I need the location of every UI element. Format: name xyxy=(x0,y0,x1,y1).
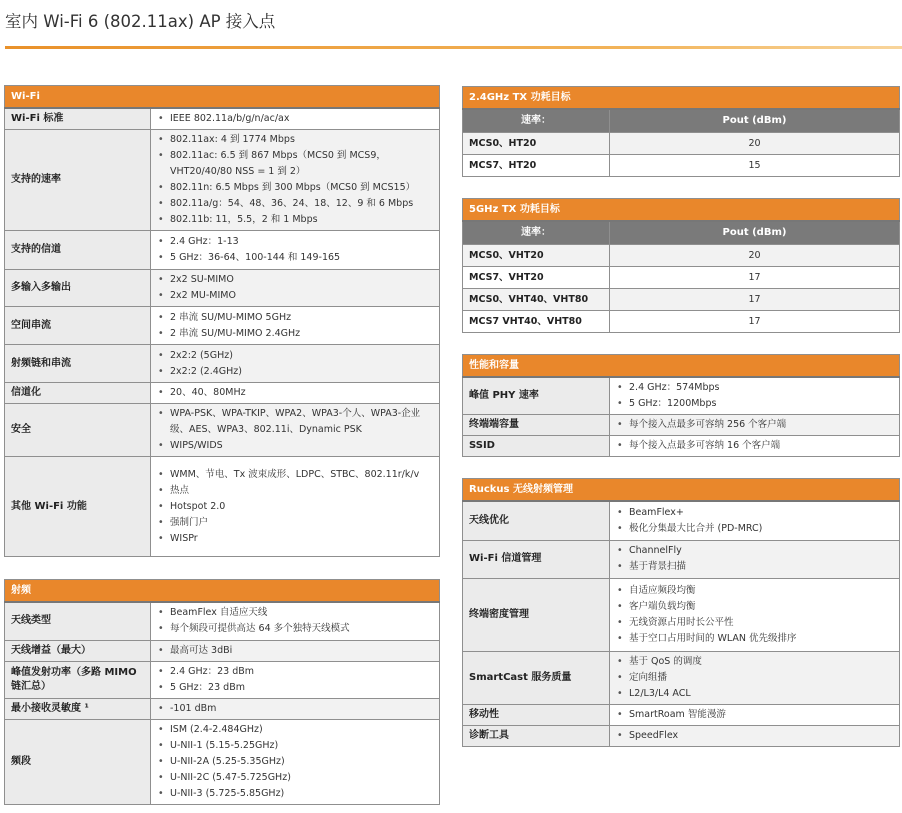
spec-label: 空间串流 xyxy=(5,307,151,345)
tx24-rows xyxy=(463,133,900,177)
rate-cell: MCS0、HT20 xyxy=(463,133,610,155)
spec-bullet-item: • WMM、节电、Tx 波束成形、LDPC、STBC、802.11r/k/v xyxy=(157,467,433,483)
rf-spec-rows xyxy=(5,602,440,804)
right-ruckus-row xyxy=(463,578,900,651)
spec-bullet-item: • SmartRoam 智能漫游 xyxy=(616,707,893,723)
spec-bullet-item: • 每个频段可提供高达 64 多个独特天线模式 xyxy=(157,621,433,637)
left-rf-row xyxy=(5,640,440,661)
spec-bullet-item: • U-NII-3 (5.725-5.85GHz) xyxy=(157,786,433,802)
spec-bullet-item: • 802.11a/g：54、48、36、24、18、12、9 和 6 Mbps xyxy=(157,196,433,212)
tx5-rows xyxy=(463,245,900,333)
spec-bullet-item: • 热点 xyxy=(157,483,433,499)
spec-label: 支持的信道 xyxy=(5,231,151,270)
right-ruckus-row xyxy=(463,540,900,578)
left-column xyxy=(4,85,440,805)
pout-cell: 17 xyxy=(610,289,900,311)
tx5-section-header: 5GHz TX 功耗目标 xyxy=(463,199,900,222)
spec-bullet-item: • 802.11b: 11，5.5，2 和 1 Mbps xyxy=(157,212,433,228)
spec-bullet-list xyxy=(616,581,893,649)
left-wifi-row xyxy=(5,130,440,231)
spec-bullet-list xyxy=(157,270,433,306)
spec-label: 诊断工具 xyxy=(463,725,610,746)
left-wifi-row xyxy=(5,383,440,404)
spec-label: 最小接收灵敏度 ¹ xyxy=(5,698,151,719)
tx24-rate-column-header: 速率： xyxy=(463,109,610,133)
rate-cell: MCS0、VHT20 xyxy=(463,245,610,267)
spec-label: 其他 Wi-Fi 功能 xyxy=(5,457,151,557)
tx-power-row xyxy=(463,267,900,289)
tx5-pout-column-header: Pout (dBm) xyxy=(610,221,900,245)
spec-bullet-item: • 自适应频段均衡 xyxy=(616,583,893,599)
spec-bullet-list xyxy=(616,415,893,435)
spec-label: 终端密度管理 xyxy=(463,578,610,651)
spec-bullet-item: • 基于 QoS 的调度 xyxy=(616,654,893,670)
spec-bullet-item: • L2/L3/L4 ACL xyxy=(616,686,893,702)
spec-bullet-item: • 802.11ax: 4 到 1774 Mbps xyxy=(157,132,433,148)
page-title: 室内 Wi-Fi 6 (802.11ax) AP 接入点 xyxy=(5,12,276,31)
spec-bullet-item: • 2x2 SU-MIMO xyxy=(157,272,433,288)
spec-label: Wi-Fi 标准 xyxy=(5,108,151,130)
spec-value xyxy=(610,704,900,725)
spec-bullet-list xyxy=(616,436,893,456)
rf-section-header: 射频 xyxy=(5,580,440,603)
spec-bullet-item: • 5 GHz：1200Mbps xyxy=(616,396,893,412)
spec-value xyxy=(610,377,900,415)
spec-bullet-list xyxy=(157,720,433,804)
wifi-spec-rows xyxy=(5,108,440,557)
spec-value xyxy=(151,602,440,640)
spec-bullet-item: • 2x2:2 (2.4GHz) xyxy=(157,364,433,380)
spec-bullet-item: • BeamFlex+ xyxy=(616,505,893,521)
left-wifi-row xyxy=(5,108,440,130)
spec-bullet-item: • 每个接入点最多可容纳 16 个客户端 xyxy=(616,438,893,454)
spec-value xyxy=(151,698,440,719)
spec-value xyxy=(151,404,440,457)
spec-bullet-item: • 2 串流 SU/MU-MIMO 5GHz xyxy=(157,310,433,326)
spec-bullet-list xyxy=(157,383,433,403)
spec-value xyxy=(151,307,440,345)
pout-cell: 20 xyxy=(610,245,900,267)
spec-bullet-list xyxy=(616,378,893,414)
spec-bullet-list xyxy=(157,465,433,549)
spec-bullet-item: • 5 GHz：36-64、100-144 和 149-165 xyxy=(157,250,433,266)
left-wifi-row xyxy=(5,307,440,345)
spec-bullet-list xyxy=(616,541,893,577)
left-wifi-row xyxy=(5,270,440,307)
spec-bullet-list xyxy=(157,404,433,456)
tx24-pout-column-header: Pout (dBm) xyxy=(610,109,900,133)
spec-bullet-list xyxy=(157,662,433,698)
spec-label: 频段 xyxy=(5,719,151,804)
right-column xyxy=(462,86,900,747)
left-wifi-row xyxy=(5,231,440,270)
spec-value xyxy=(151,345,440,383)
right-ruckus-row xyxy=(463,704,900,725)
tx-power-row xyxy=(463,155,900,177)
left-rf-row xyxy=(5,698,440,719)
tx5-table xyxy=(462,198,900,333)
spec-bullet-list xyxy=(616,503,893,539)
spec-label: 移动性 xyxy=(463,704,610,725)
spec-bullet-item: • 无线资源占用时长公平性 xyxy=(616,615,893,631)
pout-cell: 17 xyxy=(610,267,900,289)
spec-value xyxy=(151,130,440,231)
spec-bullet-item: • SpeedFlex xyxy=(616,728,893,744)
spec-bullet-item: • U-NII-2C (5.47-5.725GHz) xyxy=(157,770,433,786)
spec-value xyxy=(151,383,440,404)
performance-table xyxy=(462,354,900,457)
ruckus-rows xyxy=(463,501,900,746)
spec-value xyxy=(610,725,900,746)
spec-bullet-item: • 客户端负载均衡 xyxy=(616,599,893,615)
spec-bullet-item: • U-NII-1 (5.15-5.25GHz) xyxy=(157,738,433,754)
spec-bullet-list xyxy=(157,641,433,661)
ruckus-section-header: Ruckus 无线射频管理 xyxy=(463,479,900,502)
left-wifi-row xyxy=(5,404,440,457)
spec-value xyxy=(151,640,440,661)
spec-bullet-list xyxy=(616,652,893,704)
rate-cell: MCS0、VHT40、VHT80 xyxy=(463,289,610,311)
spec-bullet-item: • 2x2 MU-MIMO xyxy=(157,288,433,304)
spec-value xyxy=(610,578,900,651)
spec-value xyxy=(610,651,900,704)
spec-bullet-item: • 802.11n: 6.5 Mbps 到 300 Mbps（MCS0 到 MCS15） xyxy=(157,180,433,196)
spec-bullet-item: • 基于空口占用时间的 WLAN 优先级排序 xyxy=(616,631,893,647)
spec-bullet-item: • 基于背景扫描 xyxy=(616,559,893,575)
right-ruckus-row xyxy=(463,501,900,540)
spec-label: 信道化 xyxy=(5,383,151,404)
spec-bullet-list xyxy=(157,130,433,230)
spec-bullet-item: • 2 串流 SU/MU-MIMO 2.4GHz xyxy=(157,326,433,342)
spec-value xyxy=(151,719,440,804)
spec-label: 终端端容量 xyxy=(463,415,610,436)
spec-bullet-item: • 强制门户 xyxy=(157,515,433,531)
spec-bullet-item: • 2.4 GHz：1-13 xyxy=(157,234,433,250)
spec-bullet-list xyxy=(157,346,433,382)
tx5-rate-column-header: 速率： xyxy=(463,221,610,245)
spec-label: SmartCast 服务质量 xyxy=(463,651,610,704)
title-divider xyxy=(5,46,902,49)
spec-label: 天线优化 xyxy=(463,501,610,540)
spec-value xyxy=(610,436,900,457)
spec-label: SSID xyxy=(463,436,610,457)
spec-bullet-item: • 每个接入点最多可容纳 256 个客户端 xyxy=(616,417,893,433)
spec-bullet-item: • 20、40、80MHz xyxy=(157,385,433,401)
wifi-spec-table xyxy=(4,85,440,557)
spec-label: 支持的速率 xyxy=(5,130,151,231)
rate-cell: MCS7、HT20 xyxy=(463,155,610,177)
performance-section-header: 性能和容量 xyxy=(463,355,900,378)
spec-bullet-list xyxy=(157,308,433,344)
right-perf-row xyxy=(463,436,900,457)
pout-cell: 17 xyxy=(610,311,900,333)
spec-label: 多输入多输出 xyxy=(5,270,151,307)
spec-value xyxy=(151,457,440,557)
spec-label: Wi-Fi 信道管理 xyxy=(463,540,610,578)
spec-bullet-item: • 2.4 GHz：574Mbps xyxy=(616,380,893,396)
left-wifi-row xyxy=(5,345,440,383)
tx24-table xyxy=(462,86,900,177)
tx-power-row xyxy=(463,311,900,333)
rate-cell: MCS7 VHT40、VHT80 xyxy=(463,311,610,333)
spec-bullet-item: • BeamFlex 自适应天线 xyxy=(157,605,433,621)
tx-power-row xyxy=(463,133,900,155)
spec-bullet-item: • 5 GHz：23 dBm xyxy=(157,680,433,696)
pout-cell: 20 xyxy=(610,133,900,155)
spec-bullet-item: • 最高可达 3dBi xyxy=(157,643,433,659)
spec-bullet-item: • 802.11ac: 6.5 到 867 Mbps（MCS0 到 MCS9，VHT20/40/80 NSS = 1 到 2） xyxy=(157,148,433,180)
spec-bullet-item: • WIPS/WIDS xyxy=(157,438,433,454)
tx24-section-header: 2.4GHz TX 功耗目标 xyxy=(463,87,900,110)
left-rf-row xyxy=(5,719,440,804)
spec-value xyxy=(610,501,900,540)
spec-value xyxy=(151,108,440,130)
spec-value xyxy=(610,540,900,578)
spec-value xyxy=(151,231,440,270)
left-rf-row xyxy=(5,602,440,640)
left-rf-row xyxy=(5,661,440,698)
right-ruckus-row xyxy=(463,725,900,746)
left-wifi-row xyxy=(5,457,440,557)
right-perf-row xyxy=(463,415,900,436)
spec-label: 射频链和串流 xyxy=(5,345,151,383)
spec-bullet-list xyxy=(616,705,893,725)
spec-bullet-item: • WISPr xyxy=(157,531,433,547)
tx-power-row xyxy=(463,289,900,311)
spec-bullet-item: • WPA-PSK、WPA-TKIP、WPA2、WPA3-个人、WPA3-企业级、AES、WPA3、802.11i、Dynamic PSK xyxy=(157,406,433,438)
spec-bullet-list xyxy=(616,726,893,746)
wifi-section-header: Wi-Fi xyxy=(5,86,440,109)
spec-bullet-list xyxy=(157,699,433,719)
spec-label: 天线类型 xyxy=(5,602,151,640)
spec-bullet-list xyxy=(157,603,433,639)
spec-value xyxy=(151,270,440,307)
right-ruckus-row xyxy=(463,651,900,704)
performance-rows xyxy=(463,377,900,457)
spec-bullet-item: • 2x2:2 (5GHz) xyxy=(157,348,433,364)
spec-label: 峰值发射功率（多路 MIMO 链汇总） xyxy=(5,661,151,698)
spec-bullet-item: • ISM (2.4-2.484GHz) xyxy=(157,722,433,738)
spec-bullet-list xyxy=(157,109,433,129)
spec-value xyxy=(151,661,440,698)
spec-label: 安全 xyxy=(5,404,151,457)
spec-bullet-item: • IEEE 802.11a/b/g/n/ac/ax xyxy=(157,111,433,127)
rf-spec-table xyxy=(4,579,440,805)
spec-value xyxy=(610,415,900,436)
tx-power-row xyxy=(463,245,900,267)
spec-bullet-item: • -101 dBm xyxy=(157,701,433,717)
rate-cell: MCS7、VHT20 xyxy=(463,267,610,289)
spec-bullet-item: • U-NII-2A (5.25-5.35GHz) xyxy=(157,754,433,770)
right-perf-row xyxy=(463,377,900,415)
spec-bullet-item: • 2.4 GHz：23 dBm xyxy=(157,664,433,680)
pout-cell: 15 xyxy=(610,155,900,177)
spec-bullet-item: • ChannelFly xyxy=(616,543,893,559)
spec-bullet-item: • Hotspot 2.0 xyxy=(157,499,433,515)
ruckus-rf-table xyxy=(462,478,900,747)
spec-label: 峰值 PHY 速率 xyxy=(463,377,610,415)
spec-label: 天线增益（最大） xyxy=(5,640,151,661)
spec-bullet-item: • 定向组播 xyxy=(616,670,893,686)
spec-bullet-item: • 极化分集最大比合并 (PD-MRC) xyxy=(616,521,893,537)
spec-bullet-list xyxy=(157,232,433,268)
